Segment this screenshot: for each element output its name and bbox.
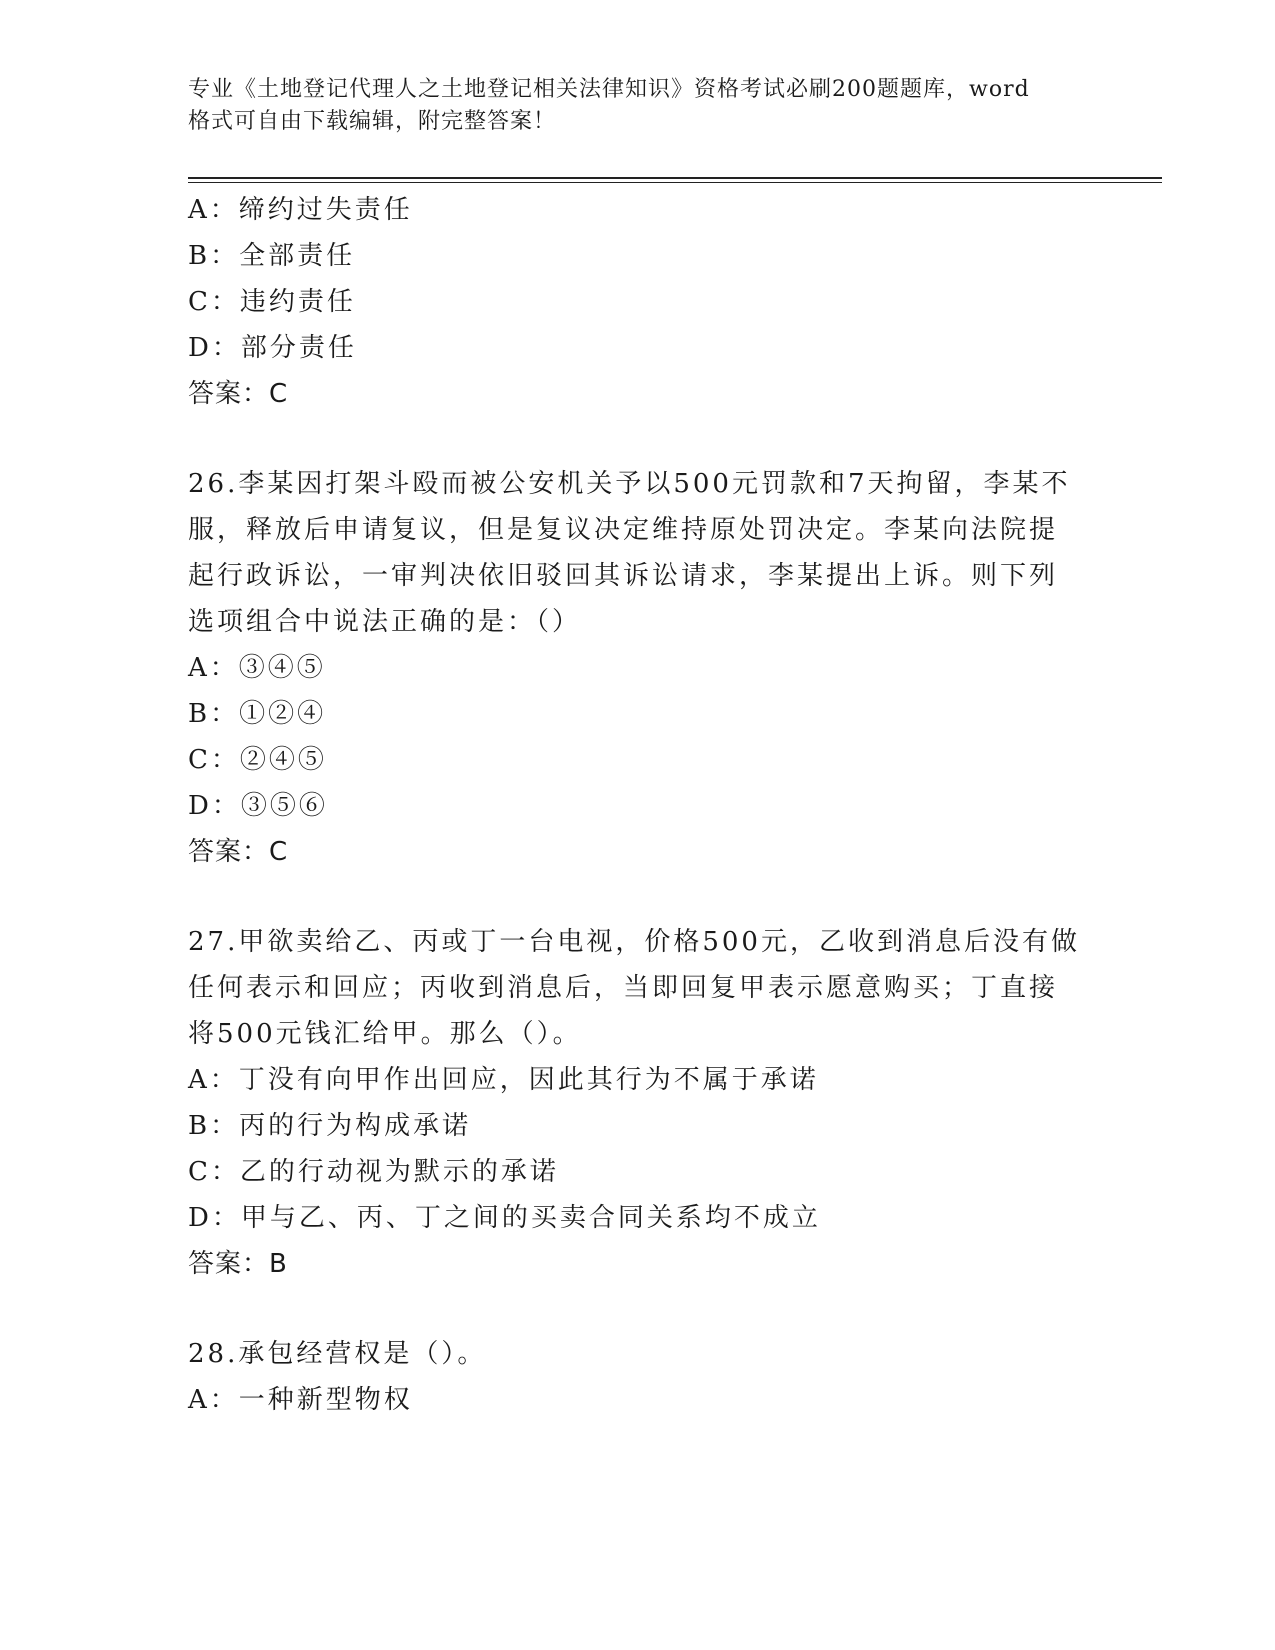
header-divider-thick (188, 177, 1162, 179)
question-stem-line: 26.李某因打架斗殴而被公安机关予以500元罚款和7天拘留，李某不 (188, 469, 1071, 499)
question-stem-line: 将500元钱汇给甲。那么（）。 (188, 1019, 582, 1049)
document-body (188, 187, 1088, 1423)
option-b: B：①②④ (188, 699, 327, 729)
option-a: A：丁没有向甲作出回应，因此其行为不属于承诺 (188, 1065, 819, 1095)
option-a: A：③④⑤ (188, 653, 326, 683)
option-c: C：②④⑤ (188, 745, 327, 775)
spacer (188, 417, 1088, 461)
header-title-line-2: 格式可自由下载编辑，附完整答案！ (188, 109, 557, 134)
answer-line: 答案：B (188, 1249, 288, 1279)
header-divider-thin (188, 182, 1162, 183)
question-26 (188, 461, 1088, 875)
question-25 (188, 187, 1088, 417)
question-stem-line: 起行政诉讼，一审判决依旧驳回其诉讼请求，李某提出上诉。则下列 (188, 561, 1059, 591)
question-27 (188, 919, 1088, 1287)
question-stem-line: 选项组合中说法正确的是：（） (188, 607, 582, 637)
question-stem-line: 服，释放后申请复议，但是复议决定维持原处罚决定。李某向法院提 (188, 515, 1059, 545)
question-stem-line: 任何表示和回应；丙收到消息后，当即回复甲表示愿意购买；丁直接 (188, 973, 1059, 1003)
option-d: D：部分责任 (188, 333, 357, 363)
header-title-line-1: 专业《土地登记代理人之土地登记相关法律知识》资格考试必刷200题题库，word (188, 77, 1030, 102)
option-a: A：一种新型物权 (188, 1385, 413, 1415)
option-d: D：甲与乙、丙、丁之间的买卖合同关系均不成立 (188, 1203, 821, 1233)
spacer (188, 875, 1088, 919)
question-stem-line: 28.承包经营权是（）。 (188, 1339, 487, 1369)
answer-line: 答案：C (188, 837, 289, 867)
answer-line: 答案：C (188, 379, 289, 409)
option-d: D：③⑤⑥ (188, 791, 328, 821)
option-a: A：缔约过失责任 (188, 195, 413, 225)
question-28 (188, 1331, 1088, 1423)
question-stem-line: 27.甲欲卖给乙、丙或丁一台电视，价格500元，乙收到消息后没有做 (188, 927, 1080, 957)
document-header (188, 74, 1088, 138)
option-b: B：全部责任 (188, 241, 356, 271)
option-c: C：违约责任 (188, 287, 356, 317)
option-c: C：乙的行动视为默示的承诺 (188, 1157, 559, 1187)
option-b: B：丙的行为构成承诺 (188, 1111, 472, 1141)
spacer (188, 1287, 1088, 1331)
